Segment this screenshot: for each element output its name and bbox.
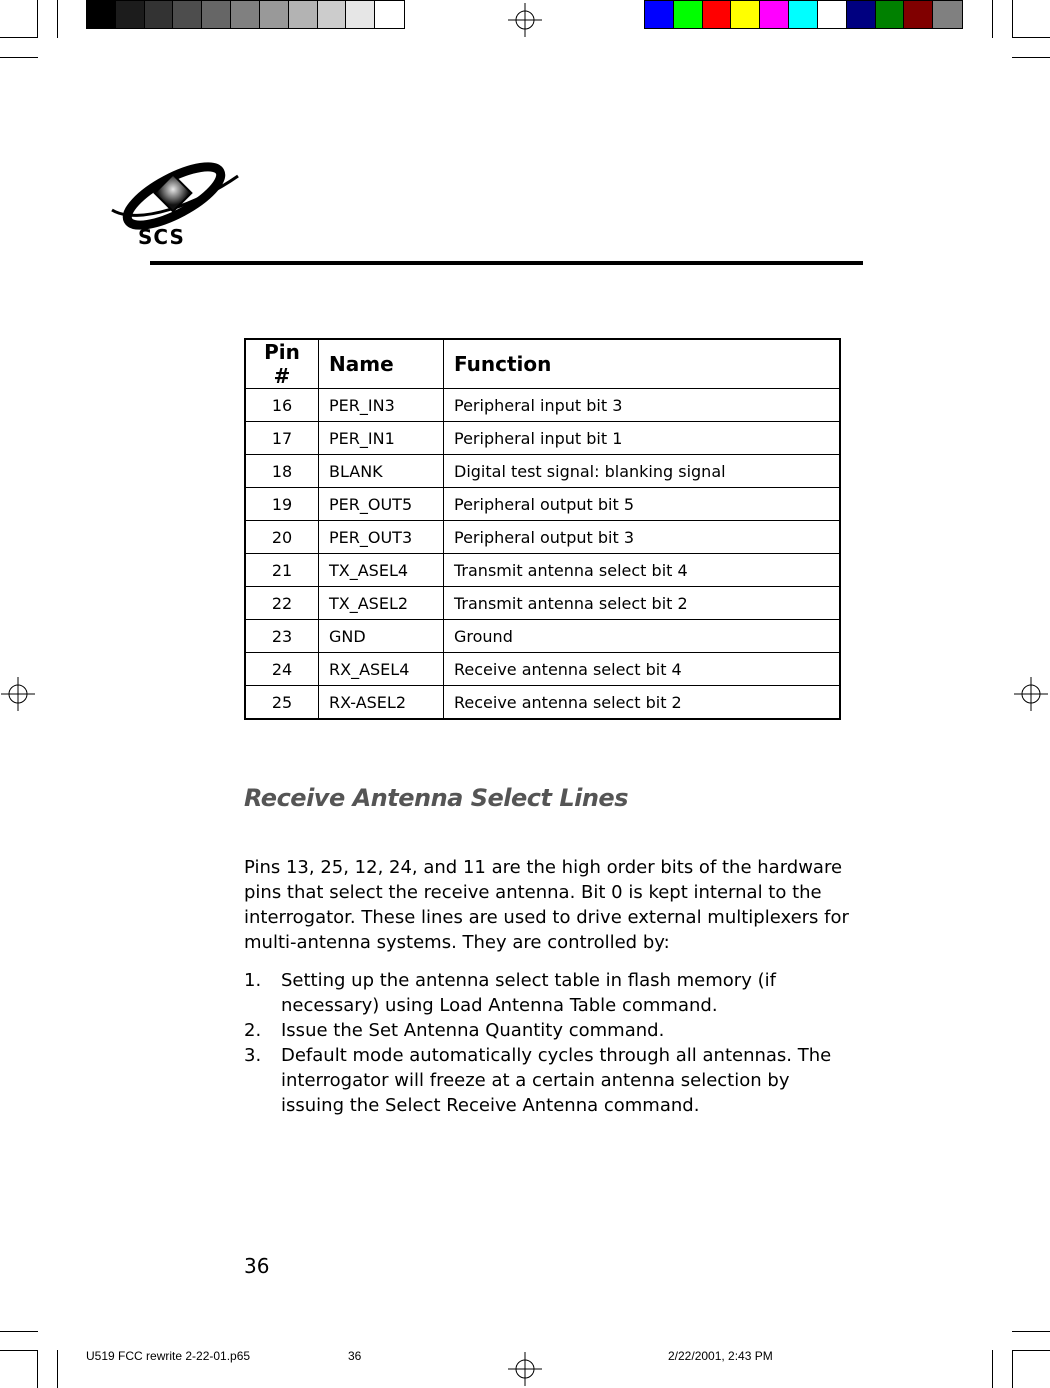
list-item	[244, 1018, 854, 1043]
color-swatch	[318, 1, 347, 28]
cell-function: Peripheral input bit 3	[444, 389, 841, 422]
crop-mark	[992, 0, 993, 38]
table-row	[245, 488, 840, 521]
cell-name: TX_ASEL2	[319, 587, 444, 620]
crop-mark	[0, 57, 38, 58]
color-swatch	[674, 1, 703, 28]
table-row	[245, 587, 840, 620]
cell-pin: 23	[245, 620, 319, 653]
color-swatch	[645, 1, 674, 28]
list-item-text: Setting up the antenna select table in flash memory (if necessary) using Load Antenna Table command.	[281, 970, 776, 1016]
cell-function: Receive antenna select bit 2	[444, 686, 841, 720]
header-name: Name	[319, 339, 444, 389]
pin-table	[244, 338, 841, 720]
list-item	[244, 1043, 854, 1118]
table-header-row	[245, 339, 840, 389]
color-swatch	[87, 1, 116, 28]
color-swatch	[116, 1, 145, 28]
cell-name: PER_OUT3	[319, 521, 444, 554]
color-swatch	[703, 1, 732, 28]
color-swatch	[289, 1, 318, 28]
header-rule	[150, 261, 863, 265]
cell-function: Peripheral input bit 1	[444, 422, 841, 455]
cell-function: Peripheral output bit 5	[444, 488, 841, 521]
gray-calibration-bar	[86, 0, 405, 29]
table-row	[245, 554, 840, 587]
cell-name: GND	[319, 620, 444, 653]
header-pin: Pin #	[245, 339, 319, 389]
crop-mark	[992, 1350, 993, 1388]
registration-mark-icon	[508, 3, 542, 37]
table-row	[245, 455, 840, 488]
color-swatch	[375, 1, 404, 28]
cell-pin: 18	[245, 455, 319, 488]
registration-mark-icon	[1014, 677, 1048, 711]
cell-function: Receive antenna select bit 4	[444, 653, 841, 686]
cell-function: Ground	[444, 620, 841, 653]
crop-mark	[0, 1350, 38, 1351]
cell-function: Digital test signal: blanking signal	[444, 455, 841, 488]
cell-name: RX_ASEL4	[319, 653, 444, 686]
slug-page: 36	[348, 1349, 362, 1363]
cell-pin: 24	[245, 653, 319, 686]
list-item-text: Issue the Set Antenna Quantity command.	[281, 1020, 665, 1041]
crop-mark	[1012, 57, 1050, 58]
color-calibration-bar	[644, 0, 963, 29]
list-item-number: 2.	[244, 1020, 262, 1041]
color-swatch	[760, 1, 789, 28]
color-swatch	[818, 1, 847, 28]
registration-mark-icon	[1, 677, 35, 711]
color-swatch	[173, 1, 202, 28]
color-swatch	[933, 1, 962, 28]
table-row	[245, 653, 840, 686]
intro-paragraph: Pins 13, 25, 12, 24, and 11 are the high order bits of the hardware pins that select the receive antenna. Bit 0 is kept internal to the interrogator. These lines are used to drive external multiplexers for multi-antenna systems. They are controlled by:	[244, 857, 849, 953]
cell-name: RX-ASEL2	[319, 686, 444, 720]
table-row	[245, 521, 840, 554]
list-item-number: 1.	[244, 970, 262, 991]
cell-name: TX_ASEL4	[319, 554, 444, 587]
crop-mark	[57, 0, 58, 38]
scs-logo	[108, 156, 242, 248]
crop-mark	[1012, 1350, 1050, 1351]
crop-mark	[57, 1350, 58, 1388]
cell-pin: 17	[245, 422, 319, 455]
color-swatch	[731, 1, 760, 28]
table-row	[245, 422, 840, 455]
slug-timestamp: 2/22/2001, 2:43 PM	[668, 1349, 773, 1363]
crop-mark	[1012, 1350, 1013, 1388]
cell-pin: 16	[245, 389, 319, 422]
color-swatch	[904, 1, 933, 28]
logo-text: SCS	[138, 225, 185, 248]
steps-list	[244, 968, 854, 1118]
crop-mark	[37, 1350, 38, 1388]
page-number: 36	[244, 1254, 270, 1278]
slug-file: U519 FCC rewrite 2-22-01.p65	[86, 1349, 251, 1363]
cell-pin: 20	[245, 521, 319, 554]
cell-pin: 21	[245, 554, 319, 587]
crop-mark	[1012, 37, 1050, 38]
cell-function: Transmit antenna select bit 2	[444, 587, 841, 620]
color-swatch	[145, 1, 174, 28]
registration-mark-icon	[508, 1352, 542, 1386]
header-function: Function	[444, 339, 841, 389]
cell-pin: 25	[245, 686, 319, 720]
color-swatch	[847, 1, 876, 28]
list-item	[244, 968, 854, 1018]
cell-pin: 22	[245, 587, 319, 620]
color-swatch	[346, 1, 375, 28]
color-swatch	[876, 1, 905, 28]
cell-name: PER_OUT5	[319, 488, 444, 521]
table-row	[245, 620, 840, 653]
table-row	[245, 686, 840, 720]
crop-mark	[37, 0, 38, 38]
cell-function: Transmit antenna select bit 4	[444, 554, 841, 587]
cell-pin: 19	[245, 488, 319, 521]
section-heading: Receive Antenna Select Lines	[244, 784, 628, 812]
crop-mark	[1012, 1331, 1050, 1332]
color-swatch	[789, 1, 818, 28]
crop-mark	[0, 37, 38, 38]
color-swatch	[231, 1, 260, 28]
list-item-number: 3.	[244, 1045, 262, 1066]
cell-function: Peripheral output bit 3	[444, 521, 841, 554]
cell-name: PER_IN3	[319, 389, 444, 422]
cell-name: PER_IN1	[319, 422, 444, 455]
list-item-text: Default mode automatically cycles through all antennas. The interrogator will freeze at a certain antenna selection by issuing the Select Receive Antenna command.	[281, 1045, 832, 1116]
color-swatch	[202, 1, 231, 28]
cell-name: BLANK	[319, 455, 444, 488]
crop-mark	[0, 1331, 38, 1332]
color-swatch	[260, 1, 289, 28]
table-row	[245, 389, 840, 422]
crop-mark	[1012, 0, 1013, 38]
